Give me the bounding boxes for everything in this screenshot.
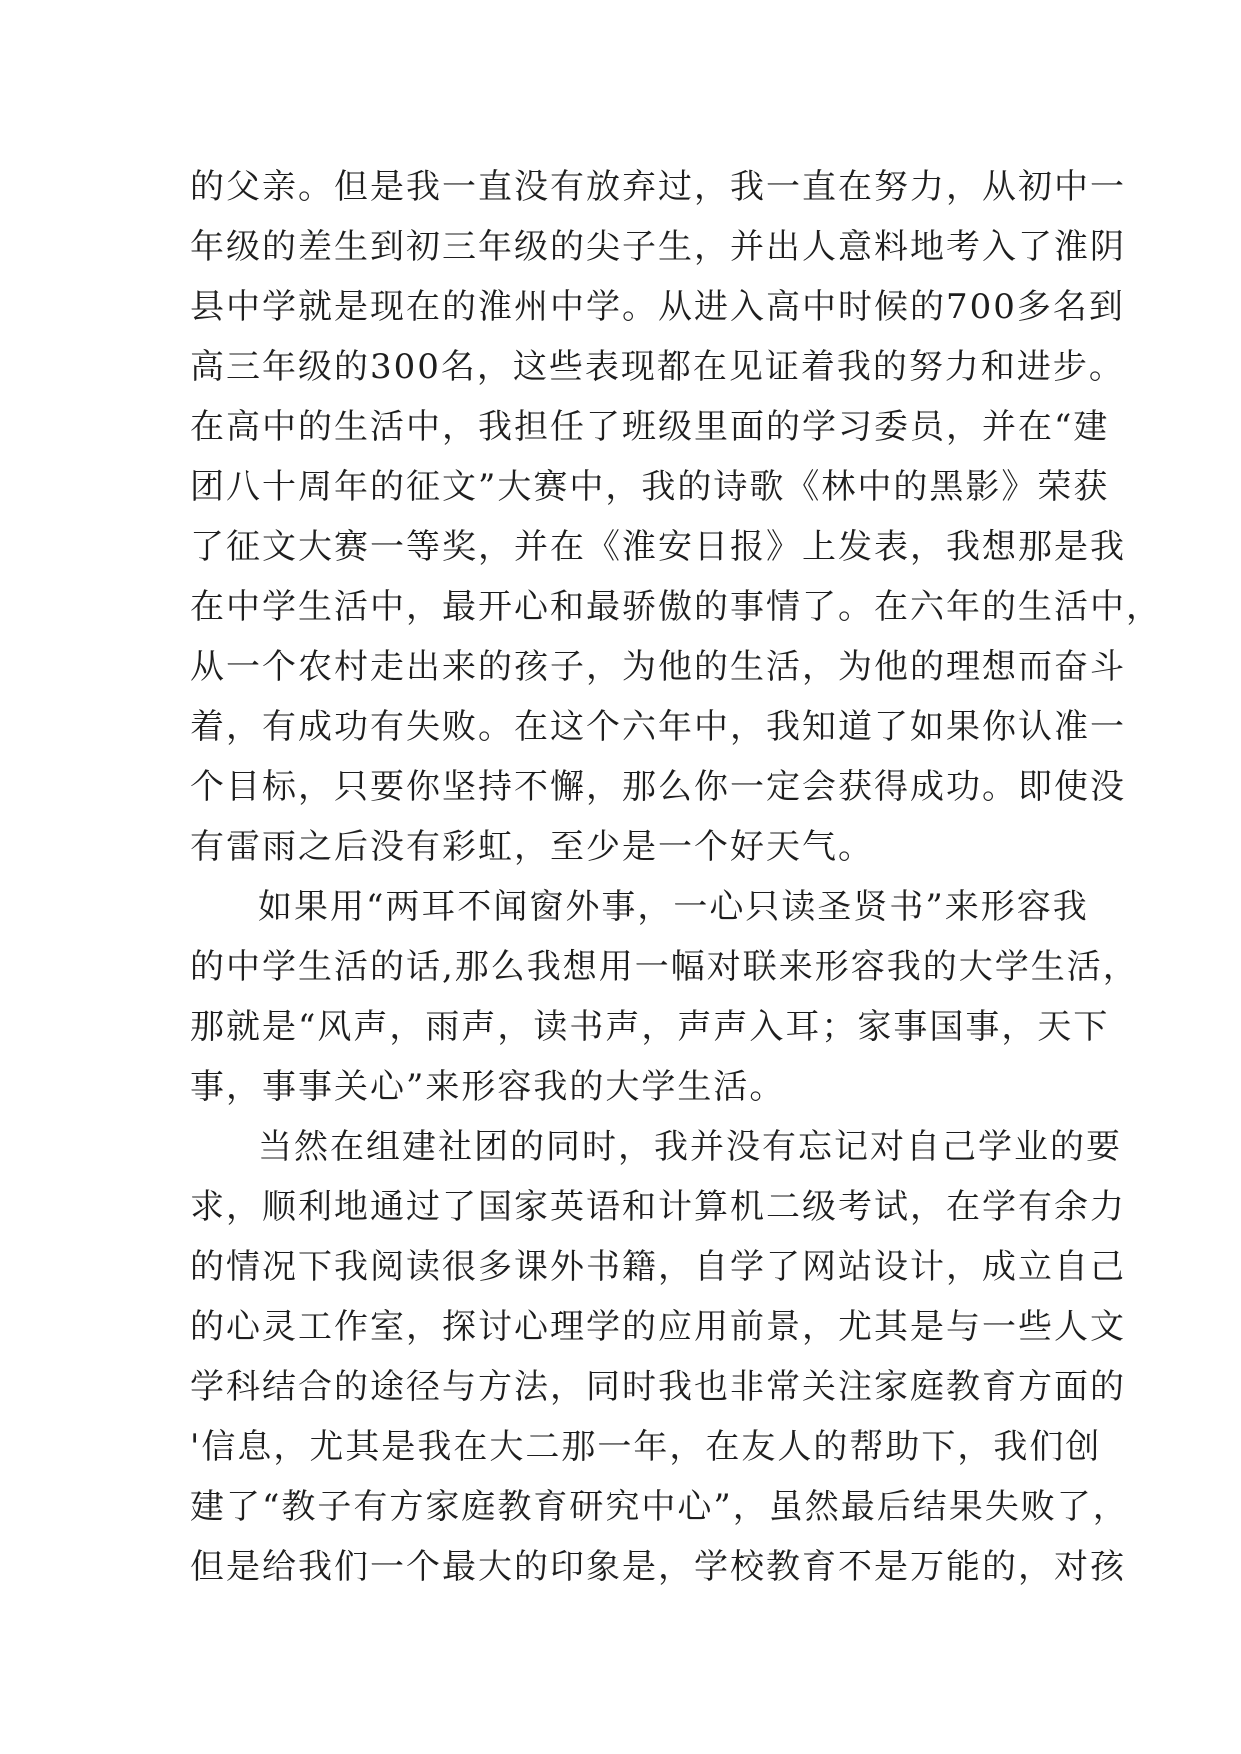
- text-line: 的中学生活的话,那么我想用一幅对联来形容我的大学生活，: [190, 947, 1139, 987]
- text-line: 着，有成功有失败。在这个六年中，我知道了如果你认准一: [190, 707, 1126, 747]
- text-line: 事，事事关心”来形容我的大学生活。: [190, 1067, 786, 1107]
- text-line: 但是给我们一个最大的印象是，学校教育不是万能的，对孩: [190, 1547, 1126, 1587]
- body-text: [190, 157, 1162, 1597]
- text-line: 县中学就是现在的淮州中学。从进入高中时候的700多名到: [190, 287, 1125, 327]
- text-line: 在中学生活中，最开心和最骄傲的事情了。在六年的生活中，: [190, 587, 1162, 627]
- text-line: 那就是“风声，雨声，读书声，声声入耳；家事国事，天下: [190, 1007, 1110, 1047]
- text-line: 建了“教子有方家庭教育研究中心”，虽然最后结果失败了，: [190, 1487, 1129, 1527]
- text-line: 在高中的生活中，我担任了班级里面的学习委员，并在“建: [190, 407, 1110, 447]
- text-line: 从一个农村走出来的孩子，为他的生活，为他的理想而奋斗: [190, 647, 1126, 687]
- text-line: 如果用“两耳不闻窗外事，一心只读圣贤书”来形容我: [258, 887, 1089, 927]
- text-line: 了征文大赛一等奖，并在《淮安日报》上发表，我想那是我: [190, 527, 1126, 567]
- text-line: 的情况下我阅读很多课外书籍，自学了网站设计，成立自己: [190, 1247, 1126, 1287]
- text-line: 团八十周年的征文”大赛中，我的诗歌《林中的黑影》荣获: [190, 467, 1110, 507]
- text-line: 年级的差生到初三年级的尖子生，并出人意料地考入了淮阴: [190, 227, 1126, 267]
- text-line: 当然在组建社团的同时，我并没有忘记对自己学业的要: [258, 1127, 1122, 1167]
- text-line: 个目标，只要你坚持不懈，那么你一定会获得成功。即使没: [190, 767, 1126, 807]
- text-line: 学科结合的途径与方法，同时我也非常关注家庭教育方面的: [190, 1367, 1126, 1407]
- text-line: 的心灵工作室，探讨心理学的应用前景，尤其是与一些人文: [190, 1307, 1126, 1347]
- text-line: 高三年级的300名，这些表现都在见证着我的努力和进步。: [190, 347, 1125, 387]
- text-line: 有雷雨之后没有彩虹，至少是一个好天气。: [190, 827, 874, 867]
- text-line: 求，顺利地通过了国家英语和计算机二级考试，在学有余力: [190, 1187, 1126, 1227]
- text-line: 的父亲。但是我一直没有放弃过，我一直在努力，从初中一: [190, 167, 1126, 207]
- text-line: '信息，尤其是我在大二那一年，在友人的帮助下，我们创: [190, 1427, 1102, 1467]
